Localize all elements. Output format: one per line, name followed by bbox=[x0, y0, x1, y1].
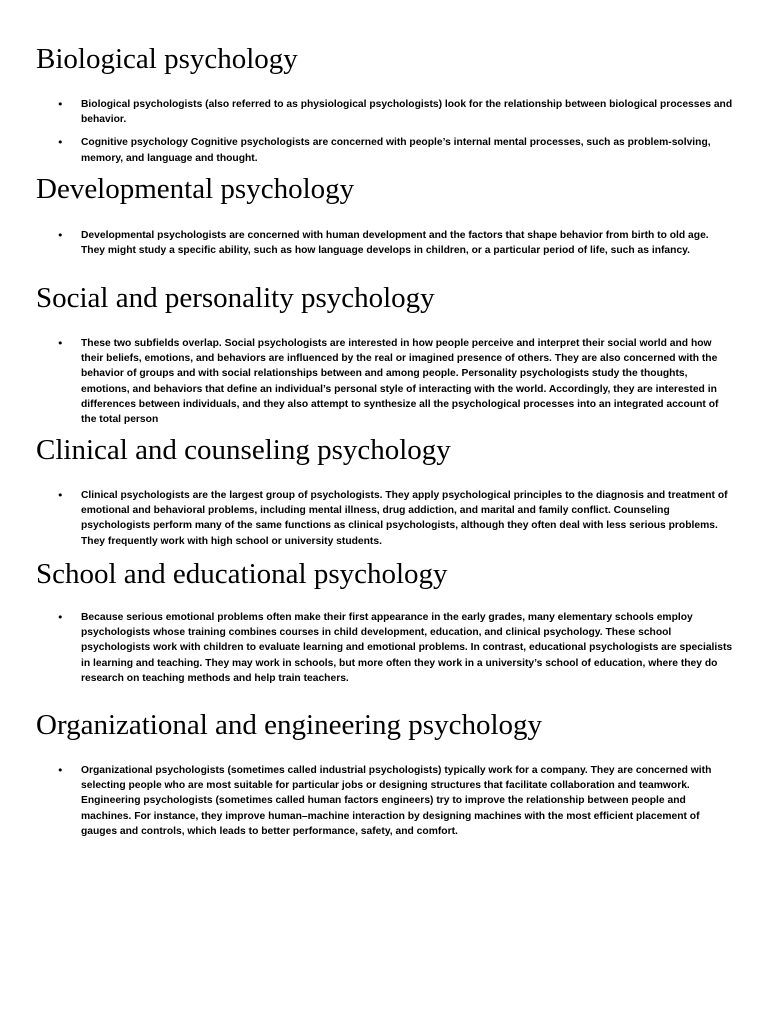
section-heading: Social and personality psychology bbox=[36, 282, 435, 314]
bullet-list bbox=[0, 336, 768, 427]
section-heading: Organizational and engineering psychology bbox=[36, 709, 543, 741]
bullet-dot-icon: • bbox=[57, 764, 64, 777]
bullet-dot-icon: • bbox=[57, 229, 64, 242]
bullet-text: Developmental psychologists are concerned with human development and the factors that shape behavior from birth to old age. They might study a specific ability, such as how language develops in children, or a particular period of life, such as infancy. bbox=[81, 230, 709, 257]
bullet-list bbox=[0, 610, 768, 686]
bullet-dot-icon: • bbox=[57, 611, 64, 624]
bullet-item bbox=[0, 488, 768, 549]
bullet-list bbox=[0, 228, 768, 258]
bullet-text: Biological psychologists (also referred to as physiological psychologists) look for the relationship between biological processes and behavior. bbox=[81, 99, 733, 126]
bullet-text: Cognitive psychology Cognitive psychologists are concerned with people’s internal mental processes, such as problem-solving, memory, and language and thought. bbox=[81, 137, 711, 164]
bullet-item bbox=[0, 97, 768, 127]
bullet-text: These two subfields overlap. Social psychologists are interested in how people perceive and interpret their social world and how their beliefs, emotions, and behaviors are influenced by the real or imagined presence of others. They are also concerned with the behavior of groups and with social relationships between and among people. Personality psychologists study the thoughts, emotions, and behaviors that define an individual’s personal style of interacting with the world. Accordingly, they are interested in differences between individuals, and they also attempt to synthesize all the psychological processes into an integrated account of the total person bbox=[81, 338, 719, 426]
bullet-item bbox=[0, 336, 768, 427]
bullet-dot-icon: • bbox=[57, 489, 64, 502]
section-heading: Developmental psychology bbox=[36, 173, 355, 205]
bullet-dot-icon: • bbox=[57, 98, 64, 111]
bullet-list bbox=[0, 97, 768, 166]
bullet-item bbox=[0, 228, 768, 258]
bullet-item bbox=[0, 610, 768, 686]
section-heading: School and educational psychology bbox=[36, 558, 448, 590]
bullet-dot-icon: • bbox=[57, 337, 64, 350]
bullet-text: Clinical psychologists are the largest group of psychologists. They apply psychological principles to the diagnosis and treatment of emotional and behavioral problems, including mental illness, drug addiction, and marital and family conflict. Counseling psychologists perform many of the same functions as clinical psychologists, although they often deal with less serious problems. They frequently work with high school or university students. bbox=[81, 490, 728, 547]
bullet-list bbox=[0, 763, 768, 839]
bullet-dot-icon: • bbox=[57, 136, 64, 150]
bullet-list bbox=[0, 488, 768, 549]
bullet-text: Because serious emotional problems often make their first appearance in the early grades, many elementary schools employ psychologists whose training combines courses in child development, education, and clinical psychology. These school psychologists work with children to evaluate learning and emotional problems. In contrast, educational psychologists are specialists in learning and teaching. They may work in schools, but more often they work in a university’s school of education, where they do research on teaching methods and help train teachers. bbox=[81, 612, 733, 684]
section-heading: Clinical and counseling psychology bbox=[36, 434, 451, 466]
section-heading: Biological psychology bbox=[36, 43, 298, 75]
bullet-item bbox=[0, 763, 768, 839]
bullet-text: Organizational psychologists (sometimes called industrial psychologists) typically work for a company. They are concerned with selecting people who are most suitable for particular jobs or designing structures that facilitate collaboration and teamwork. Engineering psychologists (sometimes called human factors engineers) try to improve the relationship between people and machines. For instance, they improve human–machine interaction by designing machines with the most efficient placement of gauges and controls, which leads to better performance, safety, and comfort. bbox=[81, 765, 712, 837]
bullet-item bbox=[0, 135, 768, 165]
